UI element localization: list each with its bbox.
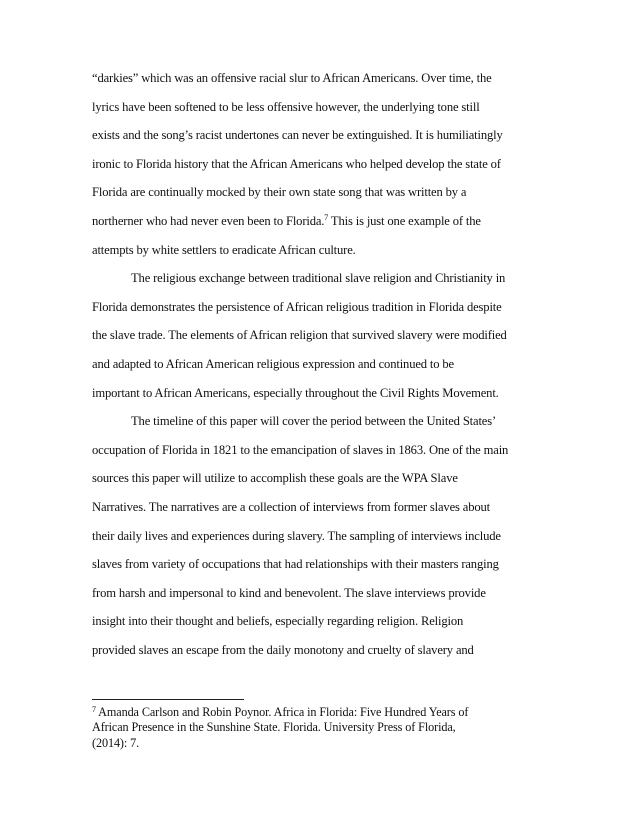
text-line-with-footnote-ref <box>92 207 550 236</box>
text-line: provided slaves an escape from the daily monotony and cruelty of slavery and <box>92 642 474 657</box>
text-line: Florida demonstrates the persistence of African religious tradition in Florida despite <box>92 299 502 314</box>
text-line: “darkies” which was an offensive racial slur to African Americans. Over time, the <box>92 71 492 85</box>
paragraph-2 <box>92 264 550 407</box>
paragraph-3 <box>92 407 550 664</box>
paragraph-1 <box>92 64 550 264</box>
footnote-line <box>92 705 552 720</box>
footnote <box>92 705 552 751</box>
text-line: Narratives. The narratives are a collection of interviews from former slaves about <box>92 499 490 514</box>
text-line: occupation of Florida in 1821 to the emancipation of slaves in 1863. One of the main <box>92 442 509 457</box>
text-line: slaves from variety of occupations that had relationships with their masters ranging <box>92 557 499 572</box>
footnote-reference[interactable]: 7 <box>324 212 329 222</box>
text-line: lyrics have been softened to be less offensive however, the underlying tone still <box>92 99 480 114</box>
text-line: and adapted to African American religious expression and continued to be <box>92 356 455 371</box>
footnote-line: (2014): 7. <box>92 735 140 750</box>
body-text <box>92 64 550 664</box>
text-span: northerner who had never even been to Florida. <box>92 213 325 228</box>
footnote-text: Amanda Carlson and Robin Poynor. Africa in Florida: Five Hundred Years of <box>95 705 469 719</box>
text-line: their daily lives and experiences during slavery. The sampling of interviews include <box>92 528 501 543</box>
footnote-separator <box>92 699 244 700</box>
text-line: from harsh and impersonal to kind and benevolent. The slave interviews provide <box>92 585 486 600</box>
text-line: The religious exchange between traditional slave religion and Christianity in <box>131 271 506 286</box>
text-line: Florida are continually mocked by their own state song that was written by a <box>92 185 467 200</box>
text-span: This is just one example of the <box>328 213 481 228</box>
footnote-line: African Presence in the Sunshine State. Florida. University Press of Florida, <box>92 720 456 735</box>
text-line: attempts by white settlers to eradicate African culture. <box>92 242 356 257</box>
text-line: important to African Americans, especially throughout the Civil Rights Movement. <box>92 385 499 400</box>
text-line: ironic to Florida history that the African Americans who helped develop the state of <box>92 156 501 171</box>
text-line: The timeline of this paper will cover the period between the United States’ <box>131 414 497 429</box>
text-line: exists and the song’s racist undertones can never be extinguished. It is humiliatingly <box>92 128 503 143</box>
text-line: sources this paper will utilize to accomplish these goals are the WPA Slave <box>92 471 458 486</box>
text-line: the slave trade. The elements of African religion that survived slavery were modified <box>92 328 507 343</box>
footnote-number: 7 <box>92 705 96 714</box>
text-line: insight into their thought and beliefs, especially regarding religion. Religion <box>92 614 464 629</box>
